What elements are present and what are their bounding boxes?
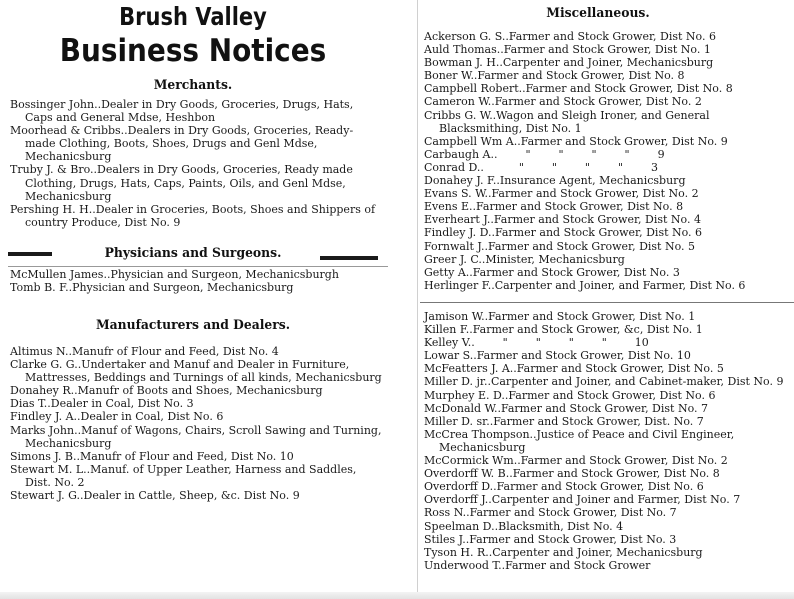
page-title-line-1: Brush Valley — [119, 2, 267, 31]
manufacturer-entry: Simons J. B..Manufr of Flour and Feed, Dist No. 10 — [10, 449, 294, 463]
physicians-heading: Physicians and Surgeons. — [104, 246, 282, 261]
misc-entry: Underwood T..Farmer and Stock Grower — [424, 558, 651, 572]
misc-entry: Overdorff W. B..Farmer and Stock Grower, Dist No. 8 — [424, 467, 720, 481]
manufacturer-entry: Stewart M. L..Manuf. of Upper Leather, Harness and Saddles, Dist. No. 2 — [10, 462, 360, 489]
manufacturer-entry: Altimus N..Manufr of Flour and Feed, Dist No. 4 — [10, 345, 279, 358]
misc-entry: Jamison W..Farmer and Stock Grower, Dist No. 1 — [424, 310, 696, 323]
misc-entry: Kelley V.. " " " " 10 — [424, 336, 649, 350]
misc-entry: Greer J. C..Minister, Mechanicsburg — [424, 252, 625, 266]
misc-entry: Evans S. W..Farmer and Stock Grower, Dist No. 2 — [424, 187, 699, 201]
manufacturer-entry: Clarke G. G..Undertaker and Manuf and Dealer in Furniture, Mattresses, Beddings and Turnings of all kinds, Mechanicsburg — [10, 358, 382, 385]
misc-entry: Findley J. D..Farmer and Stock Grower, Dist No. 6 — [424, 226, 703, 240]
manufacturers-list — [10, 345, 385, 503]
misc-entry: Donahey J. F..Insurance Agent, Mechanicsburg — [424, 174, 686, 188]
misc-entry: Speelman D..Blacksmith, Dist No. 4 — [424, 519, 624, 533]
merchant-entry: Truby J. & Bro..Dealers in Dry Goods, Groceries, Ready made Clothing, Drugs, Hats, Caps, Paints, Oils, and Genl Mdse, Mechanicsburg — [10, 163, 357, 203]
merchant-entry: Moorhead & Cribbs..Dealers in Dry Goods, Groceries, Ready-made Clothing, Boots, Shoes, Drugs and Genl Mdse, Mechanicsburg — [10, 124, 354, 164]
physicians-list — [10, 268, 382, 294]
merchant-entry: Bossinger John..Dealer in Dry Goods, Groceries, Drugs, Hats, Caps and General Mdse, Heshbon — [10, 98, 357, 125]
miscellaneous-heading: Miscellaneous. — [546, 6, 650, 21]
column-separator — [417, 0, 418, 599]
misc-entry: Bowman J. H..Carpenter and Joiner, Mechanicsburg — [424, 56, 714, 70]
section-divider — [8, 266, 388, 267]
merchants-list — [10, 98, 382, 229]
miscellaneous-list-top — [424, 30, 790, 292]
misc-entry: Everheart J..Farmer and Stock Grower, Dist No. 4 — [424, 213, 701, 227]
misc-entry: Miller D. jr..Carpenter and Joiner, and Cabinet-maker, Dist No. 9 — [424, 375, 784, 389]
manufacturer-entry: Marks John..Manuf of Wagons, Chairs, Scroll Sawing and Turning, Mechanicsburg — [10, 423, 385, 450]
misc-entry: Carbaugh A.. " " " " 9 — [424, 147, 665, 161]
misc-entry: Auld Thomas..Farmer and Stock Grower, Dist No. 1 — [424, 43, 711, 57]
misc-entry: McFeatters J. A..Farmer and Stock Grower, Dist No. 5 — [424, 362, 724, 376]
misc-entry: Cribbs G. W..Wagon and Sleigh Ironer, and General Blacksmithing, Dist No. 1 — [424, 108, 713, 135]
misc-entry: Overdorff D..Farmer and Stock Grower, Dist No. 6 — [424, 480, 704, 494]
physician-entry: Tomb B. F..Physician and Surgeon, Mechanicsburg — [10, 281, 294, 295]
misc-entry: Campbell Robert..Farmer and Stock Grower, Dist No. 8 — [424, 82, 733, 96]
misc-entry: Stiles J..Farmer and Stock Grower, Dist No. 3 — [424, 532, 677, 546]
misc-entry: Getty A..Farmer and Stock Grower, Dist No. 3 — [424, 265, 680, 279]
misc-entry: Boner W..Farmer and Stock Grower, Dist No. 8 — [424, 69, 685, 83]
misc-entry: Lowar S..Farmer and Stock Grower, Dist No. 10 — [424, 349, 691, 363]
manufacturer-entry: Donahey R..Manufr of Boots and Shoes, Mechanicsburg — [10, 384, 323, 398]
misc-entry: Murphey E. D..Farmer and Stock Grower, Dist No. 6 — [424, 388, 716, 402]
misc-entry: Cameron W..Farmer and Stock Grower, Dist No. 2 — [424, 95, 702, 109]
misc-entry: Fornwalt J..Farmer and Stock Grower, Dist No. 5 — [424, 239, 696, 253]
page-title-line-2: Business Notices — [59, 33, 327, 69]
misc-entry: Ross N..Farmer and Stock Grower, Dist No. 7 — [424, 506, 677, 520]
scan-bottom-edge — [0, 592, 794, 599]
merchants-heading: Merchants. — [153, 78, 233, 93]
physician-entry: McMullen James..Physician and Surgeon, Mechanicsburgh — [10, 268, 339, 281]
misc-entry: Conrad D.. " " " " 3 — [424, 160, 658, 174]
misc-entry: Herlinger F..Carpenter and Joiner, and Farmer, Dist No. 6 — [424, 278, 746, 292]
misc-entry: McCrea Thompson..Justice of Peace and Civil Engineer, Mechanicsburg — [424, 427, 738, 454]
manufacturers-heading: Manufacturers and Dealers. — [95, 318, 291, 333]
misc-entry: Killen F..Farmer and Stock Grower, &c, Dist No. 1 — [424, 323, 703, 337]
misc-entry: Tyson H. R..Carpenter and Joiner, Mechanicsburg — [424, 545, 703, 559]
merchant-entry: Pershing H. H..Dealer in Groceries, Boots, Shoes and Shippers of country Produce, Dist No. 9 — [10, 202, 379, 229]
misc-entry: McDonald W..Farmer and Stock Grower, Dist No. 7 — [424, 401, 709, 415]
left-column — [8, 0, 385, 599]
manufacturer-entry: Dias T..Dealer in Coal, Dist No. 3 — [10, 397, 194, 411]
misc-entry: Overdorff J..Carpenter and Joiner and Farmer, Dist No. 7 — [424, 493, 741, 507]
miscellaneous-list-bottom — [424, 310, 790, 572]
right-column — [420, 0, 794, 599]
physicians-rule-right — [320, 256, 378, 260]
section-divider — [420, 302, 794, 303]
misc-entry: McCormick Wm..Farmer and Stock Grower, Dist No. 2 — [424, 454, 728, 468]
manufacturer-entry: Stewart J. G..Dealer in Cattle, Sheep, &c. Dist No. 9 — [10, 489, 300, 503]
misc-entry: Ackerson G. S..Farmer and Stock Grower, Dist No. 6 — [424, 30, 716, 43]
misc-entry: Campbell Wm A..Farmer and Stock Grower, Dist No. 9 — [424, 134, 728, 148]
manufacturer-entry: Findley J. A..Dealer in Coal, Dist No. 6 — [10, 410, 224, 424]
misc-entry: Miller D. sr..Farmer and Stock Grower, Dist. No. 7 — [424, 414, 704, 428]
misc-entry: Evens E..Farmer and Stock Grower, Dist No. 8 — [424, 200, 684, 214]
